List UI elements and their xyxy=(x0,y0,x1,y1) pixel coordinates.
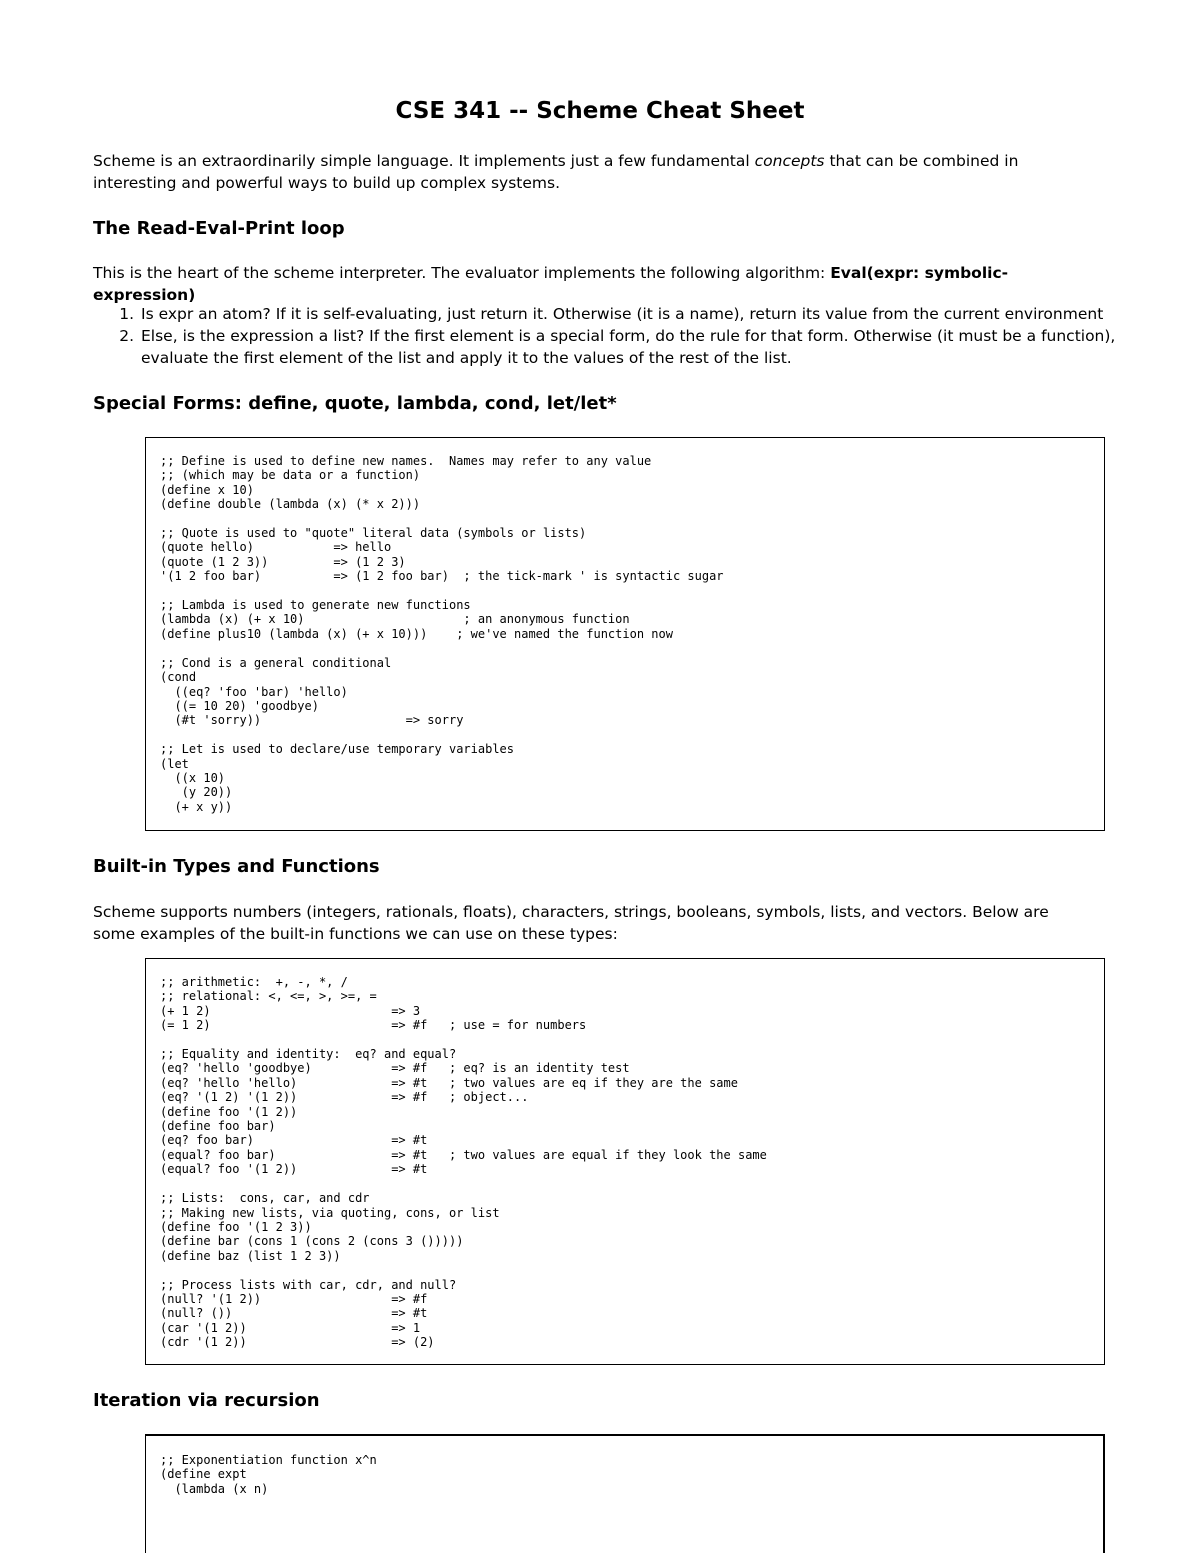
code-line: ((x 10) xyxy=(160,770,226,785)
code-line: (define foo '(1 2)) xyxy=(160,1104,298,1119)
code-line: (define foo '(1 2 3)) xyxy=(160,1219,312,1234)
code-line: (quote hello) => hello xyxy=(160,540,392,555)
code-line: ;; Lambda is used to generate new functions xyxy=(160,598,471,613)
code-line: ((= 10 20) 'goodbye) xyxy=(160,698,319,713)
intro-text-before: Scheme is an extraordinarily simple language. It implements just a few fundamental xyxy=(93,152,755,170)
code-line: ;; Cond is a general conditional xyxy=(160,655,392,670)
code-line: ;; (which may be data or a function) xyxy=(160,468,421,483)
eval-step: 2. Else, is the expression a list? If the first element is a special form, do the rule for that form. Otherwise (it must be a function), evaluate the first element of the list and apply it to the values of the rest of the list. xyxy=(139,325,1139,369)
code-line: (eq? 'hello 'hello) => #t ; two values are eq if they are the same xyxy=(160,1075,738,1090)
repl-paragraph xyxy=(93,262,1093,306)
code-line: (= 1 2) => #f ; use = for numbers xyxy=(160,1018,587,1033)
intro-emphasis: concepts xyxy=(754,152,825,170)
code-line: (equal? foo bar) => #t ; two values are equal if they look the same xyxy=(160,1147,767,1162)
code-line: (equal? foo '(1 2)) => #t xyxy=(160,1162,428,1177)
iteration-code-box xyxy=(145,1434,1105,1553)
intro-text-after: that can be combined in interesting and powerful ways to build up complex systems. xyxy=(93,152,1019,192)
code-line: ;; arithmetic: +, -, *, / xyxy=(160,975,348,989)
special-forms-code-box xyxy=(145,437,1105,831)
code-line: (eq? '(1 2) '(1 2)) => #f ; object... xyxy=(160,1090,529,1105)
code-line: ((eq? 'foo 'bar) 'hello) xyxy=(160,684,348,699)
code-line: (define x 10) xyxy=(160,482,254,497)
page-title: CSE 341 -- Scheme Cheat Sheet xyxy=(395,98,805,124)
code-line: ;; Define is used to define new names. Names may refer to any value xyxy=(160,454,652,468)
eval-steps-list xyxy=(93,303,1139,369)
special-forms-heading: Special Forms: define, quote, lambda, cond, let/let* xyxy=(93,393,617,414)
code-line: (+ x y)) xyxy=(160,799,233,814)
code-line: '(1 2 foo bar) => (1 2 foo bar) ; the tick-mark ' is syntactic sugar xyxy=(160,569,724,584)
code-line: (lambda (x) (+ x 10) ; an anonymous function xyxy=(160,612,630,627)
code-line: ;; Let is used to declare/use temporary variables xyxy=(160,742,515,757)
code-line: ;; Exponentiation function x^n xyxy=(160,1453,377,1467)
eval-step: 1. Is expr an atom? If it is self-evaluating, just return it. Otherwise (it is a name), return its value from the current environment xyxy=(139,303,1139,325)
code-line: (eq? foo bar) => #t xyxy=(160,1133,428,1148)
builtin-code-box xyxy=(145,958,1105,1365)
code-line: (null? '(1 2)) => #f xyxy=(160,1291,428,1306)
code-line: ;; Lists: cons, car, and cdr xyxy=(160,1191,370,1206)
code-block xyxy=(146,1436,1103,1496)
code-line: (lambda (x n) xyxy=(160,1481,269,1496)
eval-signature: Eval(expr: symbolic-expression) xyxy=(93,264,1009,304)
code-block xyxy=(146,438,1104,814)
builtin-heading: Built-in Types and Functions xyxy=(93,856,380,877)
code-line: (cdr '(1 2)) => (2) xyxy=(160,1335,435,1350)
code-block xyxy=(146,959,1104,1350)
code-line: (let xyxy=(160,756,189,771)
code-line: (car '(1 2)) => 1 xyxy=(160,1320,421,1335)
code-line: (define expt xyxy=(160,1467,247,1482)
code-line: (quote (1 2 3)) => (1 2 3) xyxy=(160,554,406,569)
code-line: (null? ()) => #t xyxy=(160,1306,428,1321)
code-line: ;; Making new lists, via quoting, cons, or list xyxy=(160,1205,500,1220)
repl-text: This is the heart of the scheme interpreter. The evaluator implements the following algorithm: xyxy=(93,264,831,282)
code-line: (define foo bar) xyxy=(160,1119,276,1134)
code-line: (cond xyxy=(160,670,197,685)
code-line: (#t 'sorry)) => sorry xyxy=(160,713,464,728)
intro-paragraph xyxy=(93,150,1093,194)
iteration-heading: Iteration via recursion xyxy=(93,1390,320,1411)
code-line: ;; Process lists with car, cdr, and null? xyxy=(160,1277,457,1292)
repl-heading: The Read-Eval-Print loop xyxy=(93,218,345,239)
code-line: (define bar (cons 1 (cons 2 (cons 3 ())))) xyxy=(160,1234,464,1249)
code-line: (y 20)) xyxy=(160,785,233,800)
code-line: ;; Quote is used to "quote" literal data (symbols or lists) xyxy=(160,526,587,541)
code-line: (define plus10 (lambda (x) (+ x 10))) ; we've named the function now xyxy=(160,626,673,641)
code-line: ;; Equality and identity: eq? and equal? xyxy=(160,1047,457,1062)
code-line: (+ 1 2) => 3 xyxy=(160,1003,421,1018)
code-line: ;; relational: <, <=, >, >=, = xyxy=(160,989,377,1004)
code-line: (define double (lambda (x) (* x 2))) xyxy=(160,497,421,512)
code-line: (define baz (list 1 2 3)) xyxy=(160,1248,341,1263)
code-line: (eq? 'hello 'goodbye) => #f ; eq? is an identity test xyxy=(160,1061,630,1076)
builtin-paragraph: Scheme supports numbers (integers, rationals, floats), characters, strings, booleans, symbols, lists, and vectors. Below are some examples of the built-in functions we can use on these types: xyxy=(93,903,1049,943)
